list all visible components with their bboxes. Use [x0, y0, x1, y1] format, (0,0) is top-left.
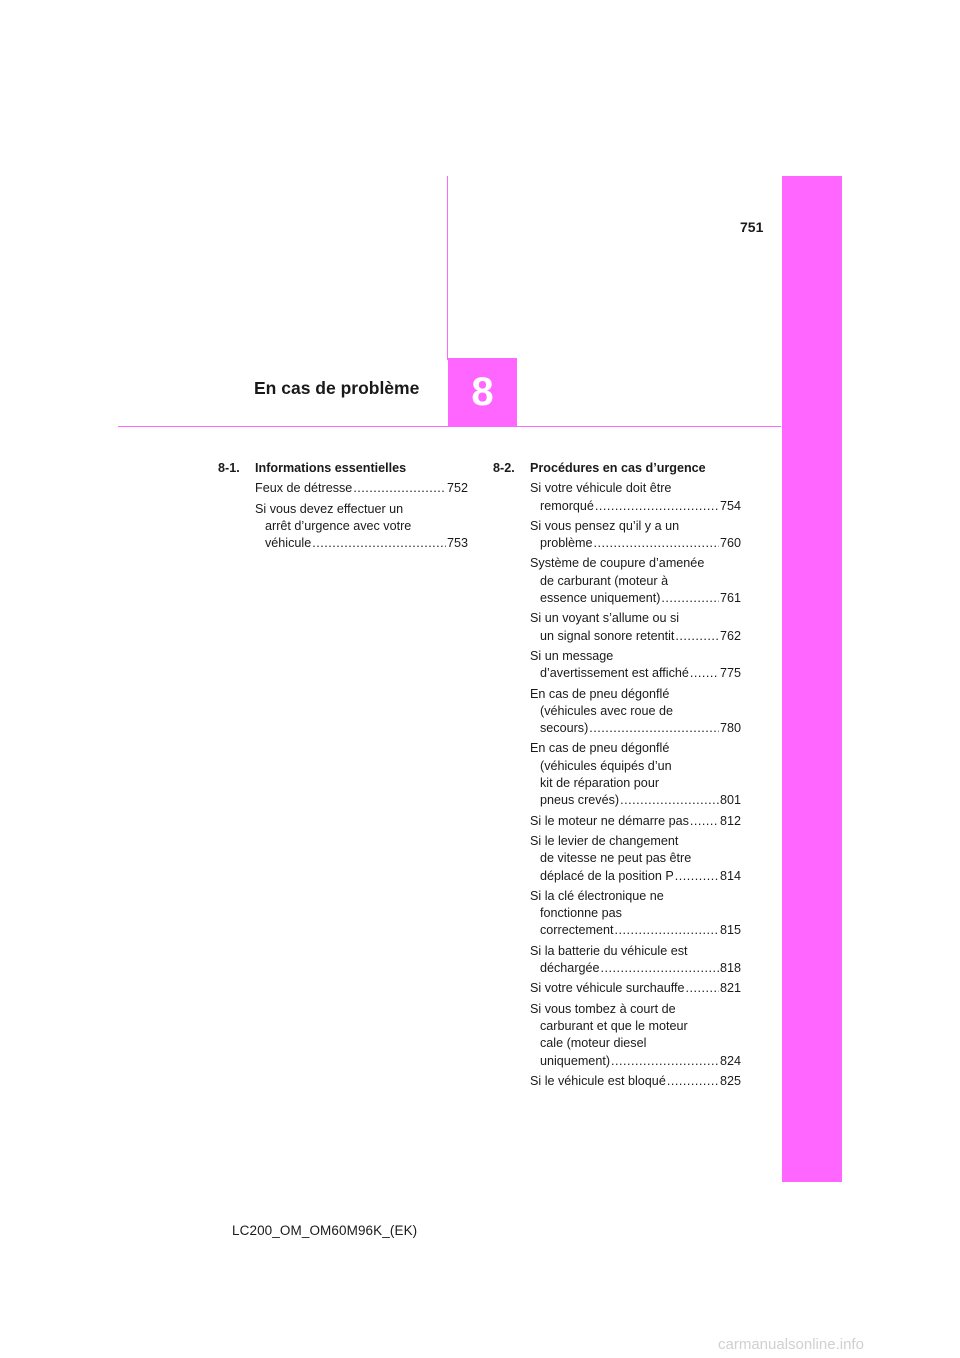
toc-entry-text: remorqué: [540, 498, 594, 513]
toc-entry-line: [530, 498, 741, 515]
page-number: 751: [740, 219, 764, 235]
toc-entry-line: [530, 628, 741, 645]
toc-entry-line: [530, 922, 741, 939]
toc-section-8-2: [493, 460, 741, 1093]
toc-page-number: 760: [719, 536, 741, 551]
toc-entry-line: [530, 758, 741, 775]
toc-entry[interactable]: [530, 480, 741, 515]
toc-entry[interactable]: [530, 555, 741, 607]
toc-page-number: 752: [446, 481, 468, 496]
toc-entry-text: Si vous devez effectuer un: [255, 501, 404, 516]
toc-entry-line: [530, 1073, 741, 1090]
toc-page-number: 754: [719, 498, 741, 513]
dot-leader: [667, 1073, 719, 1090]
section-heading: [493, 460, 741, 477]
toc-entry-line: [255, 480, 468, 497]
toc-entry-text: Si un voyant s’allume ou si: [530, 611, 680, 626]
toc-entry-line: [530, 1053, 741, 1070]
toc-page-number: 814: [719, 868, 741, 883]
toc-entry-text: véhicule: [265, 536, 312, 551]
toc-entry-text: pneus crevés): [540, 793, 620, 808]
toc-entry-text: de carburant (moteur à: [540, 573, 669, 588]
dot-leader: [601, 960, 719, 977]
toc-entry[interactable]: [530, 888, 741, 940]
toc-entry-line: [530, 792, 741, 809]
toc-entry-text: problème: [540, 536, 593, 551]
toc-entry-line: [530, 740, 741, 757]
toc-entry[interactable]: [255, 480, 468, 497]
toc-entry-text: arrêt d’urgence avec votre: [265, 518, 412, 533]
toc-entry-line: [255, 518, 468, 535]
toc-entry[interactable]: [530, 813, 741, 830]
toc-entry[interactable]: [530, 648, 741, 683]
dot-leader: [615, 922, 719, 939]
toc-entry-line: [530, 610, 741, 627]
dot-leader: [611, 1053, 719, 1070]
toc-entry-text: Si le moteur ne démarre pas: [530, 813, 689, 828]
toc-entry[interactable]: [530, 610, 741, 645]
dot-leader: [675, 628, 719, 645]
toc-entry-line: [530, 813, 741, 830]
toc-entry[interactable]: [530, 943, 741, 978]
toc-page-number: 818: [719, 961, 741, 976]
toc-entry-text: un signal sonore retentit: [540, 628, 675, 643]
toc-entry-line: [530, 888, 741, 905]
section-title: Informations essentielles: [255, 461, 407, 475]
toc-entry-line: [530, 775, 741, 792]
toc-entry-line: [530, 590, 741, 607]
toc-entry-text: Si le levier de changement: [530, 833, 679, 848]
toc-entry-line: [530, 555, 741, 572]
toc-entry[interactable]: [530, 1001, 741, 1070]
toc-entry-line: [530, 665, 741, 682]
toc-entry-text: (véhicules équipés d’un: [540, 758, 672, 773]
document-code-footer: LC200_OM_OM60M96K_(EK): [232, 1223, 418, 1238]
toc-entry-text: déplacé de la position P: [540, 868, 674, 883]
toc-entry-line: [530, 573, 741, 590]
toc-entry-text: Si la batterie du véhicule est: [530, 943, 688, 958]
dot-leader: [595, 498, 719, 515]
toc-entry[interactable]: [530, 833, 741, 885]
toc-entry-list: [530, 480, 741, 1090]
toc-entry-line: [530, 518, 741, 535]
toc-entry-line: [530, 703, 741, 720]
dot-leader: [312, 535, 446, 552]
toc-entry[interactable]: [530, 518, 741, 553]
toc-entry[interactable]: [530, 740, 741, 809]
toc-entry-text: Si votre véhicule doit être: [530, 481, 672, 496]
toc-entry-line: [530, 535, 741, 552]
toc-entry-text: d’avertissement est affiché: [540, 666, 689, 681]
toc-entry-text: de vitesse ne peut pas être: [540, 851, 692, 866]
toc-section-8-1: [218, 460, 468, 555]
toc-entry-text: Si un message: [530, 648, 614, 663]
dot-leader: [685, 980, 719, 997]
toc-page-number: 824: [719, 1053, 741, 1068]
toc-entry-text: Si le véhicule est bloqué: [530, 1073, 666, 1088]
toc-entry-text: En cas de pneu dégonflé: [530, 741, 670, 756]
toc-entry-line: [530, 868, 741, 885]
toc-entry-line: [530, 943, 741, 960]
toc-entry-text: Si vous pensez qu’il y a un: [530, 518, 680, 533]
toc-entry-text: cale (moteur diesel: [540, 1036, 647, 1051]
toc-entry-line: [530, 648, 741, 665]
toc-entry-list: [255, 480, 468, 552]
toc-entry-line: [530, 833, 741, 850]
toc-entry-line: [530, 720, 741, 737]
toc-page-number: 815: [719, 923, 741, 938]
toc-entry-line: [530, 850, 741, 867]
toc-entry-text: Si vous tombez à court de: [530, 1001, 676, 1016]
toc-page-number: 825: [719, 1073, 741, 1088]
section-number: 8-2.: [493, 461, 515, 475]
toc-entry-text: carburant et que le moteur: [540, 1018, 688, 1033]
toc-entry-text: correctement: [540, 923, 614, 938]
dot-leader: [690, 813, 719, 830]
toc-entry-line: [530, 1001, 741, 1018]
toc-entry-line: [530, 1018, 741, 1035]
toc-entry-text: Si la clé électronique ne: [530, 888, 664, 903]
header-vertical-rule: [447, 176, 448, 360]
site-watermark: carmanualsonline.info: [718, 1336, 864, 1353]
toc-entry[interactable]: [530, 980, 741, 997]
toc-entry-text: kit de réparation pour: [540, 776, 660, 791]
toc-entry-text: Système de coupure d’amenée: [530, 556, 705, 571]
toc-entry-text: (véhicules avec roue de: [540, 703, 674, 718]
toc-page-number: 753: [446, 536, 468, 551]
toc-entry-text: essence uniquement): [540, 591, 661, 606]
toc-entry-line: [255, 501, 468, 518]
section-heading: [218, 460, 468, 477]
section-number: 8-1.: [218, 461, 240, 475]
toc-entry-text: uniquement): [540, 1053, 611, 1068]
toc-page-number: 812: [719, 813, 741, 828]
toc-entry-line: [530, 905, 741, 922]
dot-leader: [690, 665, 719, 682]
toc-page-number: 801: [719, 793, 741, 808]
toc-entry-text: Si votre véhicule surchauffe: [530, 981, 685, 996]
dot-leader: [353, 480, 446, 497]
toc-entry-text: secours): [540, 721, 589, 736]
dot-leader: [589, 720, 719, 737]
toc-entry-line: [530, 686, 741, 703]
toc-entry-line: [530, 1035, 741, 1052]
toc-page-number: 762: [719, 628, 741, 643]
toc-entry-line: [530, 980, 741, 997]
toc-entry[interactable]: [255, 501, 468, 553]
toc-entry-text: En cas de pneu dégonflé: [530, 686, 670, 701]
toc-page-number: 761: [719, 591, 741, 606]
toc-entry-text: Feux de détresse: [255, 481, 353, 496]
toc-page-number: 775: [719, 666, 741, 681]
dot-leader: [620, 792, 719, 809]
toc-entry-line: [530, 480, 741, 497]
toc-entry-line: [255, 535, 468, 552]
chapter-number-badge: 8: [448, 358, 517, 427]
toc-page-number: 780: [719, 721, 741, 736]
toc-page-number: 821: [719, 981, 741, 996]
section-title: Procédures en cas d’urgence: [530, 461, 706, 475]
chapter-side-tab: [782, 176, 842, 1182]
toc-entry[interactable]: [530, 1073, 741, 1090]
dot-leader: [661, 590, 719, 607]
toc-entry-line: [530, 960, 741, 977]
toc-entry-text: déchargée: [540, 961, 600, 976]
toc-entry[interactable]: [530, 686, 741, 738]
dot-leader: [594, 535, 719, 552]
toc-entry-text: fonctionne pas: [540, 906, 622, 921]
chapter-title: En cas de problème: [254, 378, 420, 398]
dot-leader: [675, 868, 719, 885]
